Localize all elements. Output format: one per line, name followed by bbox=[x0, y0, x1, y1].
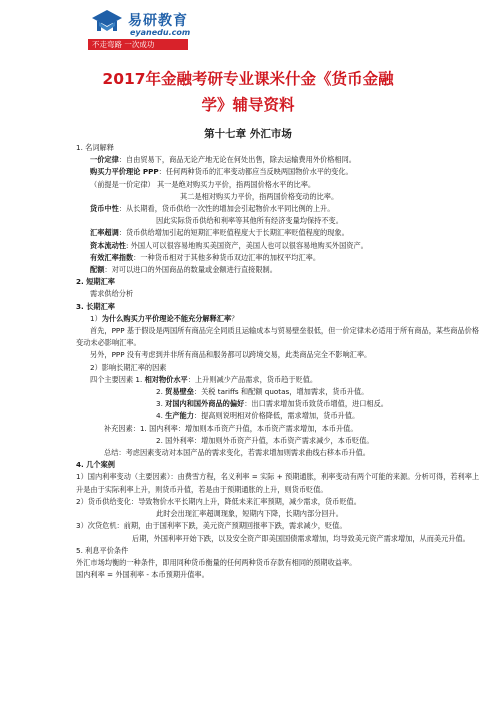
question-mark: ？ bbox=[231, 313, 239, 323]
document-body bbox=[76, 142, 486, 581]
text-line: 2）货币供给变化：导致物价水平长期内上升，降低未来汇率预期，减少需求，货币贬值。 bbox=[76, 496, 361, 506]
term: 资本流动性 bbox=[90, 240, 126, 250]
factor-line bbox=[76, 398, 486, 410]
term: 购买力平价理论 PPP bbox=[90, 167, 159, 177]
definition-line bbox=[76, 227, 486, 239]
factor-line bbox=[76, 386, 486, 398]
term: 一价定律 bbox=[90, 155, 119, 165]
factor-prefix: 2. bbox=[156, 387, 166, 397]
chapter-heading: 第十七章 外汇市场 bbox=[204, 128, 292, 140]
factor-line bbox=[76, 374, 486, 386]
definition-line bbox=[76, 264, 486, 276]
question-text: 为什么购买力平价理论不能充分解释汇率 bbox=[101, 313, 232, 323]
factor-text: ：提高则说明相对价格降低，需求增加，货币升值。 bbox=[193, 411, 360, 421]
question-line bbox=[76, 313, 486, 325]
term: 有效汇率指数 bbox=[90, 252, 134, 262]
text-line: 总结：考虑因素变动对本国产品的需求变化，若需求增加则需求曲线右移本币升值。 bbox=[104, 448, 370, 458]
definition-text: ：一种货币相对于其他多种货币双边汇率的加权平均汇率。 bbox=[133, 252, 321, 262]
factor-term: 生产能力 bbox=[165, 411, 194, 421]
paragraph: 1）国内利率变动（主要因素）：由费雪方程，名义利率 = 实际 + 预期通胀，利率变动有两个可能的来源。分析可得，若利率上升是由于实际利率上升，则货币升值，若是由于预期通胀的上升，则货币贬值。 bbox=[76, 472, 480, 494]
item-number: 1） bbox=[90, 313, 102, 323]
term: 货币中性 bbox=[90, 204, 119, 214]
logo bbox=[88, 8, 198, 52]
definition-line bbox=[76, 252, 486, 264]
definition-text: ：对可以进口的外国商品的数量或金额进行直接限制。 bbox=[104, 265, 277, 275]
text-line: 需求供给分析 bbox=[90, 289, 134, 299]
definition-text: ：自由贸易下，商品无论产地无论在何处出售，除去运输费用外价格相同。 bbox=[118, 155, 356, 165]
factor-prefix: 4. bbox=[156, 411, 166, 421]
logo-emblem-icon bbox=[88, 8, 126, 38]
paragraph: 后期，外国利率开始下跌，以及安全资产即美国国债需求增加，均导致美元资产需求增加，从而美元升值。 bbox=[132, 533, 470, 543]
definition-text: ：从长期看，货币供给一次性的增加会引起物价水平同比例的上升。 bbox=[118, 204, 335, 214]
factor-term: 相对物价水平 bbox=[144, 374, 188, 384]
text-line: 外汇市场均衡的一种条件，即用同种货币衡量的任何两种货币存款有相同的预期收益率。 bbox=[76, 557, 357, 567]
definition-line bbox=[76, 240, 486, 252]
term: 配额 bbox=[90, 265, 105, 275]
paragraph: 首先，PPP 基于假设是两国所有商品完全同质且运输成本与贸易壁垒很低，但一价定律未必适用于所有商品，某些商品价格变动未必影响汇率。 bbox=[76, 326, 480, 348]
definition-text: ：货币供给增加引起的短期汇率贬值程度大于长期汇率贬值程度的现象。 bbox=[118, 228, 349, 238]
term: 汇率超调 bbox=[90, 228, 119, 238]
text-line: 此时会出现汇率超调现象，短期内下降，长期内部分回升。 bbox=[156, 509, 343, 519]
section-heading: 1. 名词解释 bbox=[76, 143, 114, 152]
text-line: 2）影响长期汇率的因素 bbox=[90, 362, 167, 372]
text-line: 其二是相对购买力平价，指两国价格变动的比率。 bbox=[180, 191, 339, 201]
factor-term: 贸易壁垒 bbox=[165, 387, 194, 397]
brand-slogan: 不走弯路 一次成功 bbox=[88, 39, 188, 50]
factor-text: ：上升则减少产品需求，货币趋于贬值。 bbox=[187, 374, 318, 384]
definition-text: ：任何两种货币的汇率变动都应当反映两国物价水平的变化。 bbox=[158, 167, 353, 177]
text-line: 国内利率 = 外国利率 - 本币预期升值率。 bbox=[76, 570, 209, 580]
brand-name: 易研教育 bbox=[128, 13, 188, 29]
factor-term: 对国内和国外商品的偏好 bbox=[165, 399, 245, 409]
section-heading: 4. 几个案例 bbox=[76, 460, 115, 470]
factor-prefix: 四个主要因素 1. bbox=[90, 374, 145, 384]
section-heading: 2. 短期汇率 bbox=[76, 277, 115, 287]
text-line: 2. 国外利率：增加则外币资产升值，本币资产需求减少，本币贬值。 bbox=[156, 435, 374, 445]
factor-text: ：关税 tariffs 和配额 quotas，增加需求，货币升值。 bbox=[193, 387, 369, 397]
factor-line bbox=[76, 410, 486, 422]
definition-line bbox=[76, 154, 486, 166]
document-title-line-2: 学》辅导资料 bbox=[201, 96, 295, 114]
factor-text: ：出口需求增加货币致货币增值，进口相反。 bbox=[244, 399, 388, 409]
section-heading: 3. 长期汇率 bbox=[76, 301, 115, 311]
section-heading: 5. 利息平价条件 bbox=[76, 545, 129, 555]
paragraph: 另外，PPP 没有考虑到并非所有商品和服务都可以跨境交易，此类商品完全不影响汇率。 bbox=[90, 350, 372, 360]
text-line: 3）次贷危机：前期，由于国利率下跌，美元资产预期回报率下跌，需求减少，贬值。 bbox=[76, 521, 347, 531]
text-line: 因此实际货币供给和利率等其他所有经济变量均保持不变。 bbox=[156, 216, 343, 226]
document-title-line-1: 2017年金融考研专业课米什金《货币金融 bbox=[102, 70, 394, 88]
text-line: 补充因素：1. 国内利率：增加则本币资产升值，本币资产需求增加，本币升值。 bbox=[104, 423, 358, 433]
definition-line bbox=[76, 166, 486, 178]
definition-text: : 外国人可以很容易地购买美国资产，美国人也可以很容易地购买外国资产。 bbox=[125, 240, 368, 250]
factor-prefix: 3. bbox=[156, 399, 166, 409]
text-line: （前提是一价定律） 其一是绝对购买力平价，指两国价格水平的比率。 bbox=[90, 179, 316, 189]
definition-line bbox=[76, 203, 486, 215]
brand-domain: eyanedu.com bbox=[130, 28, 191, 37]
